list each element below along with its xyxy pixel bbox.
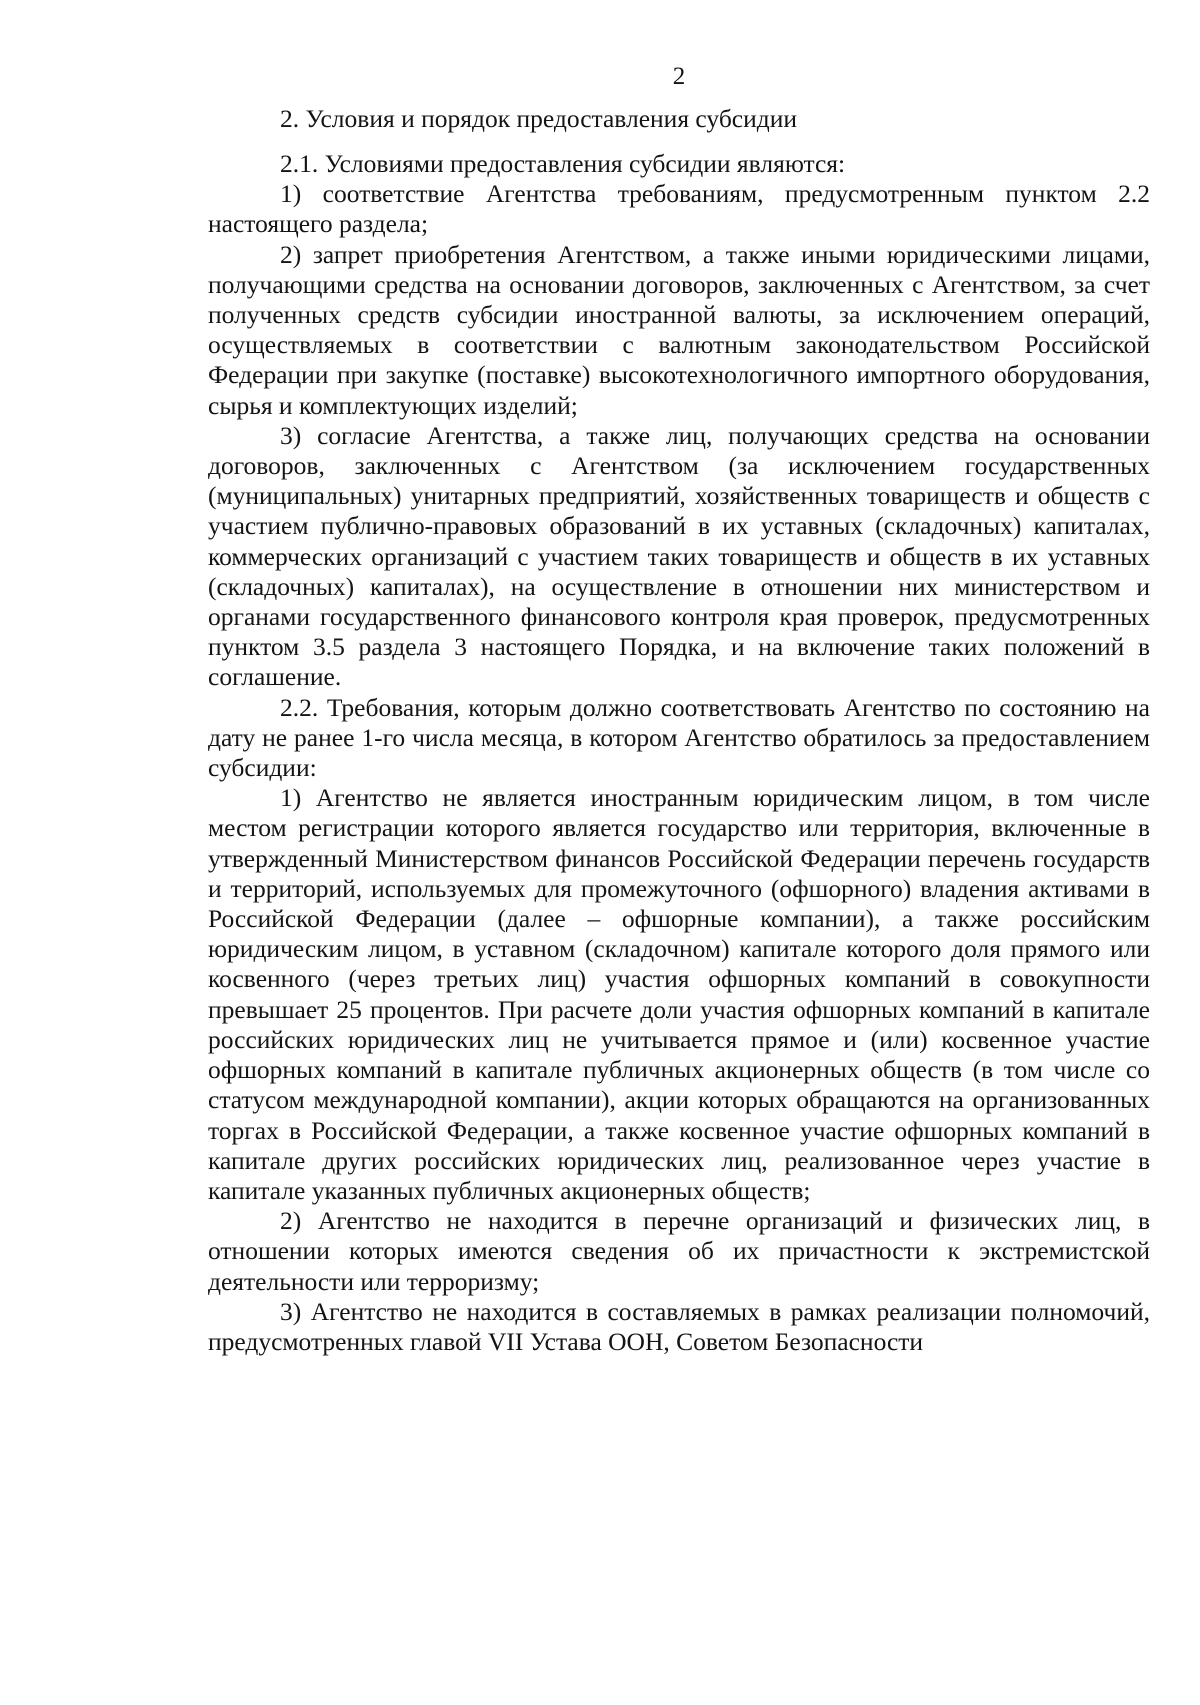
paragraph-2-1-item-3: 3) согласие Агентства, а также лиц, получающих средства на основании договоров, заключенных с Агентством (за исключением государственных (муниципальных) унитарных предприятий, хозяйственных товариществ и обществ с участием публично-правовых образований в их уставных (складочных) капиталах, коммерческих организаций с участием таких товариществ и обществ в их уставных (складочных) капиталах), на осуществление в отношении них министерством и органами государственного финансового контроля края проверок, предусмотренных пунктом 3.5 раздела 3 настоящего Порядка, и на включение таких положений в соглашение. xyxy=(208,420,1150,692)
section-title: 2. Условия и порядок предоставления субсидии xyxy=(280,104,798,133)
paragraph-2-2-item-2: 2) Агентство не находится в перечне организаций и физических лиц, в отношении которых имеются сведения об их причастности к экстремистской деятельности или терроризму; xyxy=(208,1206,1150,1296)
paragraph-2-1-item-1: 1) соответствие Агентства требованиям, предусмотренным пунктом 2.2 настоящего раздела; xyxy=(208,179,1150,239)
paragraph-2-1-item-2: 2) запрет приобретения Агентством, а также иными юридическими лицами, получающими средства на основании договоров, заключенных с Агентством, за счет полученных средств субсидии иностранной валюты, за исключением операций, осуществляемых в соответствии с валютным законодательством Российской Федерации при закупке (поставке) высокотехнологичного импортного оборудования, сырья и комплектующих изделий; xyxy=(208,239,1150,420)
paragraph-2-2: 2.2. Требования, которым должно соответствовать Агентство по состоянию на дату не ранее 1-го числа месяца, в котором Агентство обратилось за предоставлением субсидии: xyxy=(208,692,1150,783)
paragraph-2-2-item-3: 3) Агентство не находится в составляемых в рамках реализации полномочий, предусмотренных главой VII Устава ООН, Советом Безопасности xyxy=(208,1296,1150,1356)
document-page xyxy=(208,62,1150,1357)
page-number: 2 xyxy=(672,63,686,90)
paragraph-2-1: 2.1. Условиями предоставления субсидии являются: xyxy=(280,149,846,178)
paragraph-2-2-item-1: 1) Агентство не является иностранным юридическим лицом, в том числе местом регистрации которого является государство или территория, включенные в утвержденный Министерством финансов Российской Федерации перечень государств и территорий, используемых для промежуточного (офшорного) владения активами в Российской Федерации (далее – офшорные компании), а также российским юридическим лицом, в уставном (складочном) капитале которого доля прямого или косвенного (через третьих лиц) участия офшорных компаний в совокупности превышает 25 процентов. При расчете доли участия офшорных компаний в капитале российских юридических лиц не учитывается прямое и (или) косвенное участие офшорных компаний в капитале публичных акционерных обществ (в том числе со статусом международной компании), акции которых обращаются на организованных торгах в Российской Федерации, а также косвенное участие офшорных компаний в капитале других российских юридических лиц, реализованное через участие в капитале указанных публичных акционерных обществ; xyxy=(208,783,1150,1205)
